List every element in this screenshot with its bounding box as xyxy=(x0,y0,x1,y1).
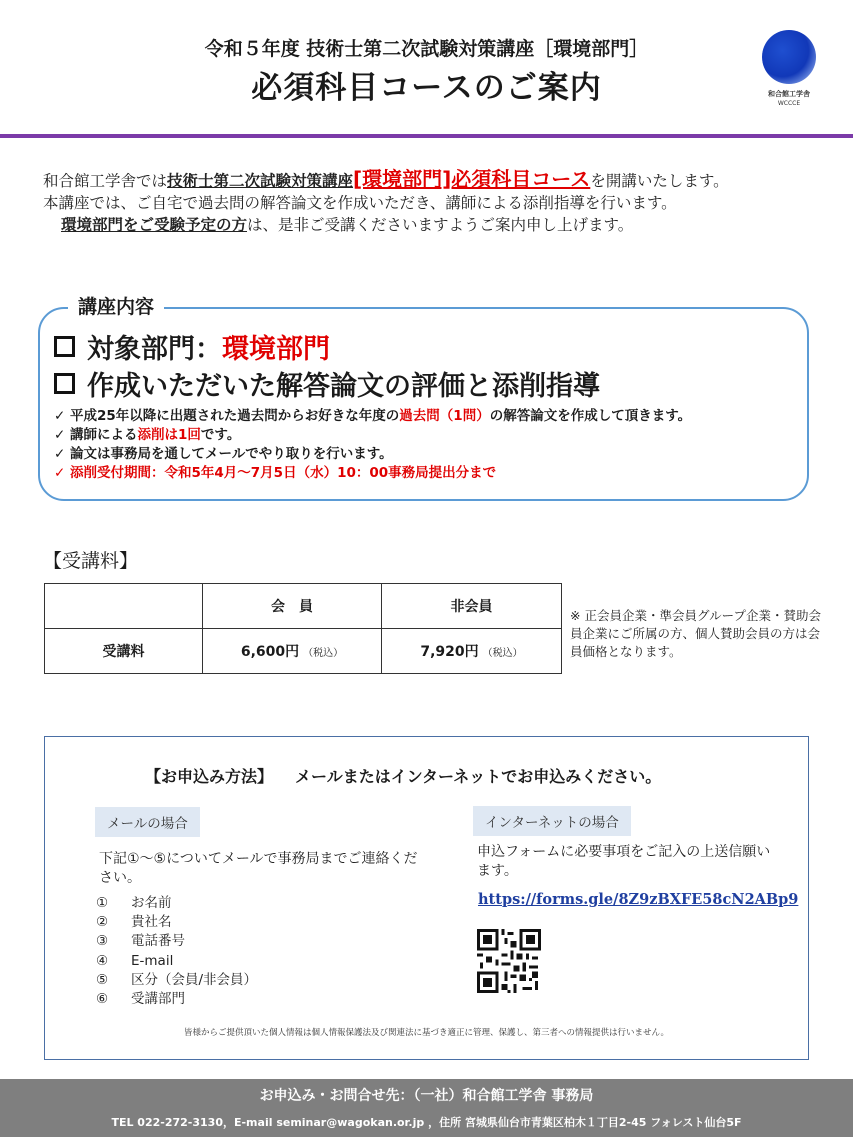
check-icon: ✓ xyxy=(54,465,66,481)
item-text: 受講部門 xyxy=(131,991,185,1008)
contact-details: TEL 022-272-3130，E-mail seminar@wagokan.or.jp ，住所 宮城県仙台市青葉区柏木１丁目2-45 フォレスト仙台5F xyxy=(111,1116,742,1129)
list-item xyxy=(96,913,257,932)
intro-paragraph-3 xyxy=(43,214,813,236)
list-item xyxy=(96,894,257,913)
course-target-label: 対象部門： xyxy=(87,334,222,365)
table-header-empty xyxy=(45,584,203,629)
item-text: 電話番号 xyxy=(131,933,185,950)
logo xyxy=(758,30,820,107)
mail-required-items xyxy=(96,894,257,1009)
internet-method-description: 申込フォームに必要事項をご記入の上送信願います。 xyxy=(477,844,771,879)
fee-note: ※ 正会員企業・準会員グループ企業・賛助会員企業にご所属の方、個人賛助会員の方は会員価格となります。 xyxy=(570,608,821,659)
application-form-link[interactable]: https://forms.gle/8Z9zBXFE58cN2ABp9 xyxy=(478,891,799,908)
mail-method-description: 下記①～⑤についてメールで事務局までご連絡ください。 xyxy=(99,851,418,886)
member-price-cell xyxy=(203,629,382,674)
check-icon: ✓ xyxy=(54,427,66,443)
contact-footer xyxy=(0,1079,853,1137)
list-item xyxy=(54,464,691,483)
list-item xyxy=(96,971,257,990)
title-line-1: 令和５年度 技術士第二次試験対策講座［環境部門］ xyxy=(204,38,649,60)
page-title: 必須科目コースのご案内 xyxy=(251,70,602,106)
bullet-text: の解答論文を作成して頂きます。 xyxy=(489,408,692,424)
table-row xyxy=(45,584,562,629)
intro-text-run: は、是非ご受講くださいますようご案内申し上げます。 xyxy=(247,216,634,234)
bullet-highlight: 添削は1回 xyxy=(137,427,201,443)
privacy-note: 皆様からご提供頂いた個人情報は個人情報保護法及び関連法に基づき適正に管理、保護し、第三者への情報提供は行いません。 xyxy=(183,1028,670,1038)
item-text: 貴社名 xyxy=(131,914,172,931)
tax-note: （税込） xyxy=(303,648,344,659)
bullet-text: 平成25年以降に出題された過去問からお好きな年度の xyxy=(70,408,400,424)
nonmember-price-cell xyxy=(382,629,562,674)
item-text: お名前 xyxy=(131,895,172,911)
course-guidance-text: 作成いただいた解答論文の評価と添削指導 xyxy=(87,371,600,402)
intro-text-run: 和合館工学舎では xyxy=(43,172,168,190)
list-item xyxy=(54,426,691,445)
item-text: E-mail xyxy=(131,952,174,969)
qr-code-icon[interactable] xyxy=(477,929,541,993)
application-heading-text: メールまたはインターネットでお申込みください。 xyxy=(295,767,662,786)
list-item xyxy=(96,990,257,1009)
intro-course-highlight: [環境部門]必須科目コース xyxy=(353,167,591,191)
internet-method-chip: インターネットの場合 xyxy=(473,806,631,836)
intro-text-run: を開講いたします。 xyxy=(590,172,729,190)
table-row-label: 受講料 xyxy=(45,629,203,674)
list-item xyxy=(54,445,691,464)
intro-paragraph-1 xyxy=(43,168,813,192)
application-heading-label: 【お申込み方法】 xyxy=(145,767,274,786)
course-section-title: 講座内容 xyxy=(68,292,164,319)
logo-name: 和合館工学舎 xyxy=(768,90,810,98)
bullet-text: 論文は事務局を通してメールでやり取りを行います。 xyxy=(70,446,393,462)
list-item xyxy=(54,407,691,426)
checkbox-square-icon xyxy=(54,373,75,394)
logo-abbrev: WCCCE xyxy=(777,100,801,107)
list-item xyxy=(96,932,257,951)
bullet-deadline: 添削受付期間：令和5年4月～7月5日（水）10：00事務局提出分まで xyxy=(70,465,497,481)
list-item xyxy=(96,952,257,971)
mail-method-chip: メールの場合 xyxy=(95,807,200,837)
fee-table xyxy=(44,583,562,674)
item-number: ③ xyxy=(96,933,109,950)
bullet-highlight: 過去問（1問） xyxy=(399,408,490,424)
header-divider xyxy=(0,134,853,138)
contact-heading: お申込み・お問合せ先：（一社）和合館工学舎 事務局 xyxy=(259,1088,594,1104)
intro-course-name: 技術士第二次試験対策講座 xyxy=(167,172,354,190)
item-number: ⑤ xyxy=(96,971,109,988)
nonmember-price: 7,920円 xyxy=(420,644,479,660)
logo-mark-icon xyxy=(762,30,816,84)
table-header-member: 会 員 xyxy=(203,584,382,629)
table-header-nonmember: 非会員 xyxy=(382,584,562,629)
course-bullets xyxy=(54,407,691,483)
item-number: ② xyxy=(96,914,109,931)
intro-target-audience: 環境部門をご受験予定の方 xyxy=(61,216,248,234)
item-number: ⑥ xyxy=(96,991,109,1008)
intro-paragraph-2: 本講座では、ご自宅で過去問の解答論文を作成いただき、講師による添削指導を行います。 xyxy=(43,194,677,212)
course-guidance xyxy=(54,364,600,403)
course-target-division xyxy=(54,327,330,366)
tax-note: （税込） xyxy=(482,648,523,659)
course-target-value: 環境部門 xyxy=(222,334,330,365)
bullet-text: です。 xyxy=(200,427,241,443)
fee-section-title: 【受講料】 xyxy=(43,550,139,572)
check-icon: ✓ xyxy=(54,446,66,462)
member-price: 6,600円 xyxy=(240,644,300,660)
checkbox-square-icon xyxy=(54,336,75,357)
item-text: 区分（会員/非会員） xyxy=(131,971,258,988)
table-row xyxy=(45,629,562,674)
item-number: ④ xyxy=(96,952,109,969)
check-icon: ✓ xyxy=(54,408,66,424)
item-number: ① xyxy=(96,895,109,911)
application-heading xyxy=(145,764,661,787)
intro-text xyxy=(43,168,813,236)
bullet-text: 講師による xyxy=(70,427,138,443)
